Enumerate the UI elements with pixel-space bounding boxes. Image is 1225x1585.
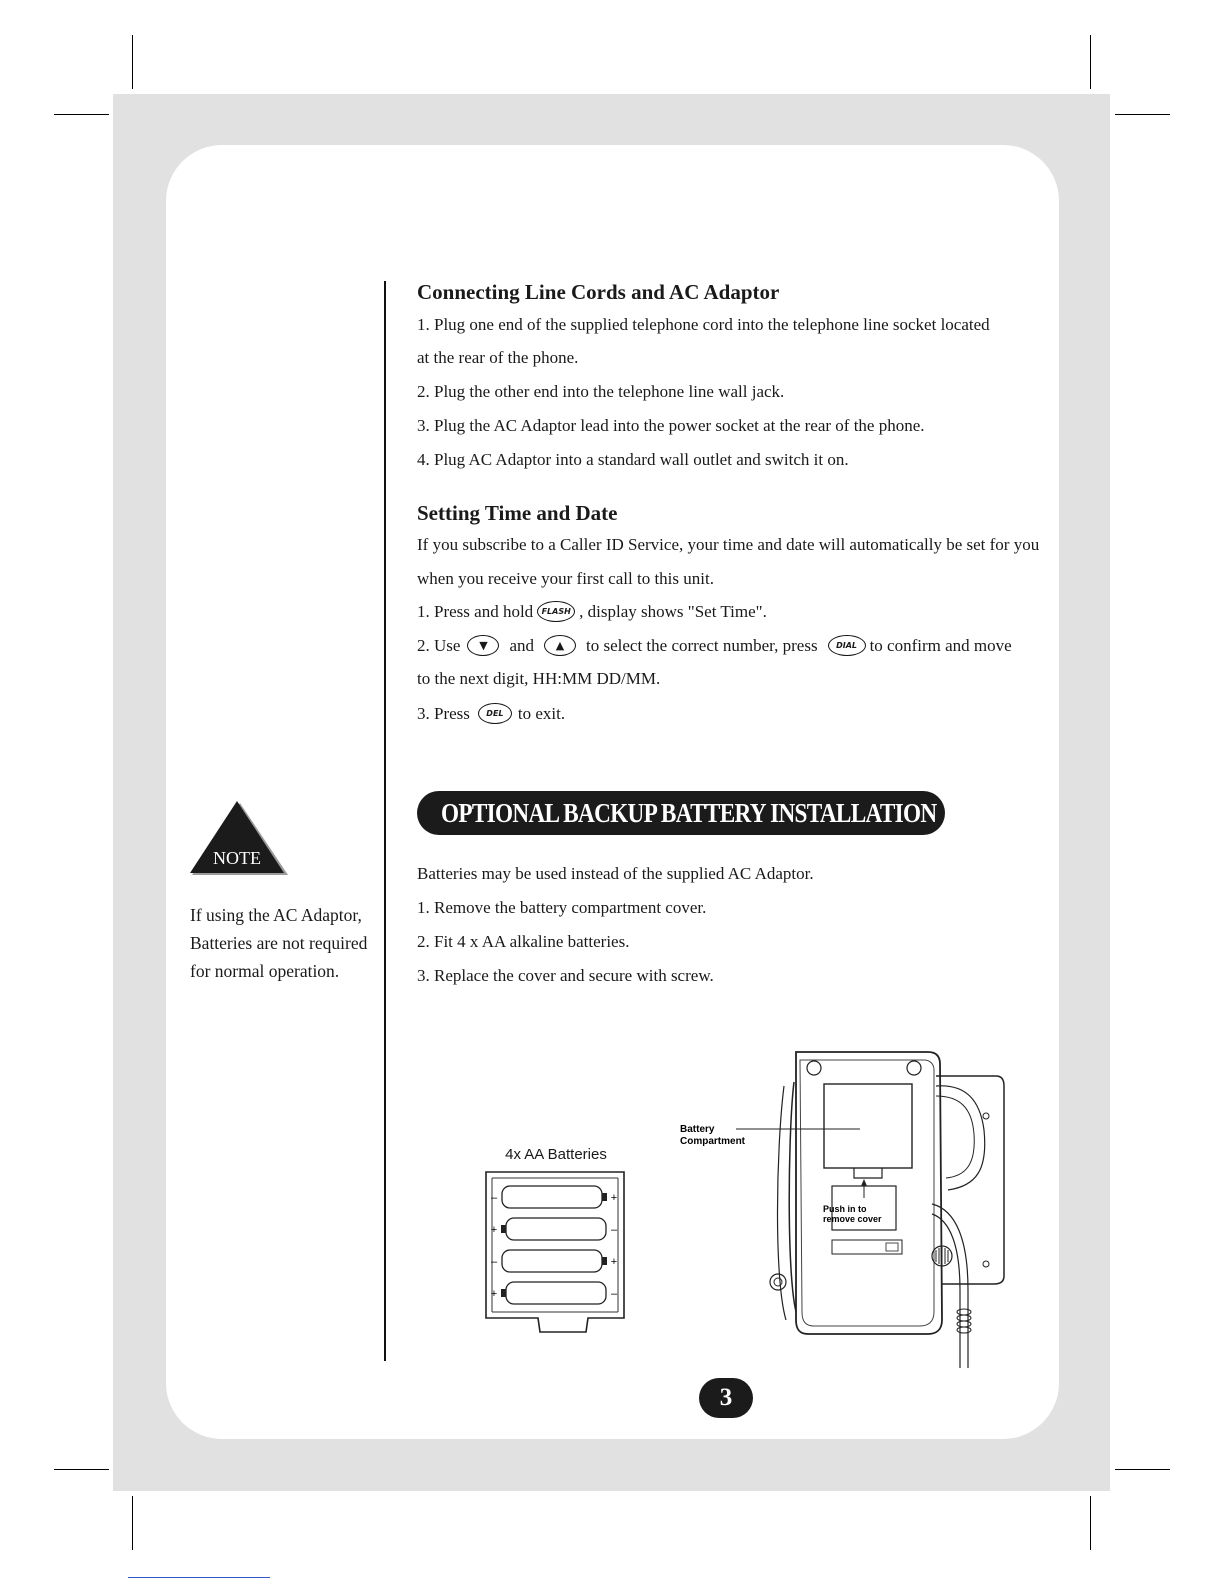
section-heading-time-date: Setting Time and Date [417,501,618,525]
instruction-line: 2. Plug the other end into the telephone line wall jack. [417,382,785,401]
banner-title: OPTIONAL BACKUP BATTERY INSTALLATION [441,797,937,828]
instruction-line: 1. Remove the battery compartment cover. [417,898,707,917]
step-text: 3. Press [417,703,470,723]
battery-compartment-label: Compartment [680,1136,746,1147]
step-text: to confirm and move [869,635,1012,655]
battery-terminal-label: – [490,1256,498,1268]
up-arrow-key-icon: ▲ [544,635,576,656]
battery [491,1186,617,1208]
battery-terminal-label: + [490,1224,498,1236]
battery-terminal-label: + [490,1288,498,1300]
instruction-line: at the rear of the phone. [417,348,579,367]
crop-mark [1115,1469,1170,1470]
battery-compartment-label: Battery [680,1124,715,1135]
step-text: to select the correct number, press [586,635,818,655]
column-divider [384,281,386,1361]
crop-mark [54,114,109,115]
push-cover-label: Push in to [823,1204,867,1214]
battery-terminal-label: – [490,1192,498,1204]
crop-mark [1090,1496,1091,1550]
instruction-line: 3. Replace the cover and secure with screw. [417,966,714,985]
crop-mark [132,1496,133,1550]
battery [491,1250,617,1272]
crop-mark [54,1469,109,1470]
bottom-underline [128,1577,270,1578]
battery-terminal-label: + [610,1256,618,1268]
crop-mark [1115,114,1170,115]
note-badge-label: NOTE [213,848,261,868]
step-text: , display shows "Set Time". [579,601,767,621]
battery-diagram-caption: 4x AA Batteries [505,1146,607,1163]
battery-compartment-diagram [484,1170,626,1342]
battery-terminal-label: + [610,1192,618,1204]
dial-key-icon: DIAL [828,635,866,656]
instruction-line: If you subscribe to a Caller ID Service, your time and date will automatically be set for you [417,535,1040,554]
step-text: and [509,635,534,655]
battery-terminal-label: – [610,1288,618,1300]
instruction-line: 3. Plug the AC Adaptor lead into the power socket at the rear of the phone. [417,416,925,435]
push-cover-label: remove cover [823,1214,882,1224]
step-press-del [417,703,565,724]
battery [491,1282,618,1304]
section-heading-line-cords: Connecting Line Cords and AC Adaptor [417,280,780,304]
step-text: 2. Use [417,635,461,655]
step-text: to exit. [517,703,566,723]
step-press-flash [417,601,767,622]
instruction-line: 2. Fit 4 x AA alkaline batteries. [417,932,630,951]
note-text: If using the AC Adaptor, Batteries are not required for normal operation. [190,905,368,981]
page-number: 3 [699,1378,753,1418]
instruction-line: 1. Plug one end of the supplied telephone cord into the telephone line socket located [417,315,990,334]
instruction-line: when you receive your first call to this unit. [417,569,714,588]
step-text: 1. Press and hold [417,601,534,621]
note-warning-icon [188,799,292,879]
flash-key-icon: FLASH [537,601,575,622]
crop-mark [1090,35,1091,89]
battery-terminal-label: – [610,1224,618,1236]
section-banner [417,791,945,835]
instruction-line: 4. Plug AC Adaptor into a standard wall outlet and switch it on. [417,450,849,469]
del-key-icon: DEL [478,703,512,724]
crop-mark [132,35,133,89]
instruction-line: to the next digit, HH:MM DD/MM. [417,669,661,688]
instruction-line: Batteries may be used instead of the supplied AC Adaptor. [417,864,814,883]
step-use-arrows [417,635,1012,656]
down-arrow-key-icon: ▼ [467,635,499,656]
battery [491,1218,618,1240]
phone-underside-diagram [680,1050,1036,1368]
